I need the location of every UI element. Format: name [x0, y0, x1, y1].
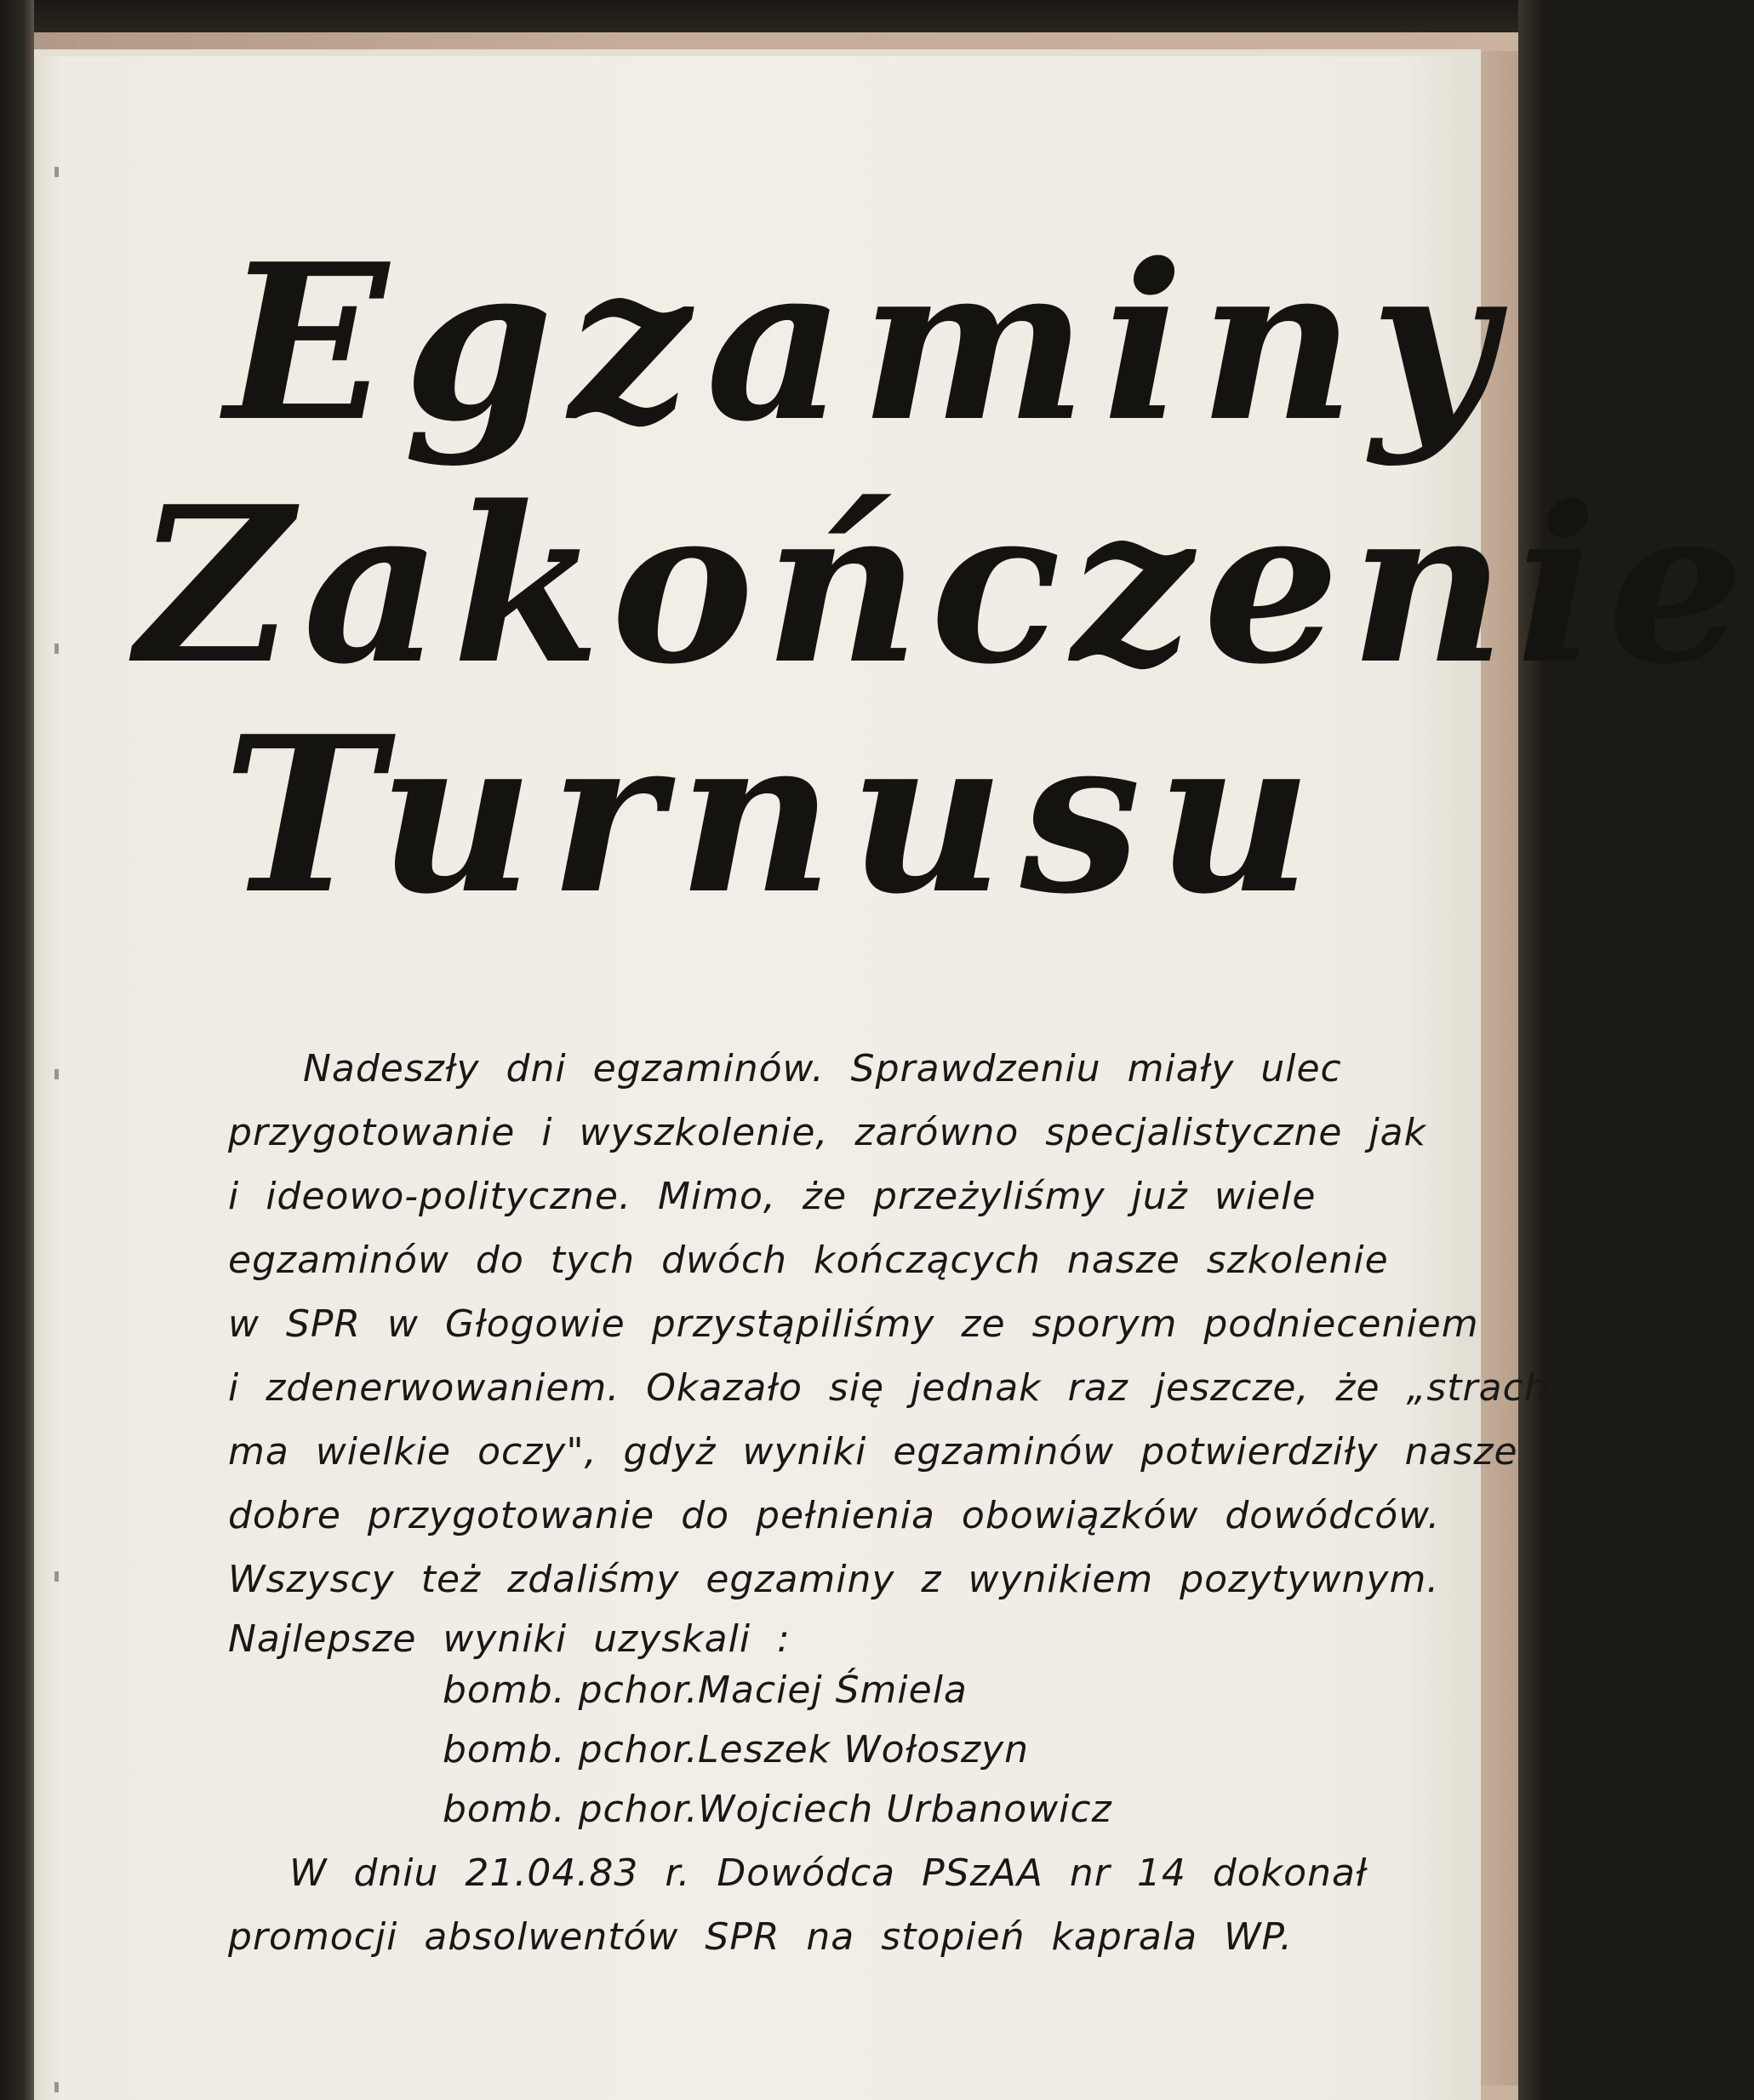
binding-stitch-mark — [54, 1069, 59, 1079]
closing-text-line-1: W dniu 21.04.83 r. Dowódca PSzAA nr 14 dokonał — [289, 1851, 1368, 1895]
body-text-line-4: egzaminów do tych dwóch kończących nasze szkolenie — [228, 1239, 1389, 1282]
binding-stitch-mark — [54, 644, 59, 654]
body-text-line-8: dobre przygotowanie do pełnienia obowiązków dowódców. — [228, 1494, 1441, 1537]
binding-stitch-mark — [54, 1571, 59, 1582]
body-text-line-3: i ideowo-polityczne. Mimo, że przeżyliśmy już wiele — [228, 1175, 1317, 1218]
page-title-line-1: Egzaminy — [225, 217, 1511, 469]
best-result-rank: bomb. pchor. — [443, 1668, 699, 1712]
body-text-line-1: Nadeszły dni egzaminów. Sprawdzeniu miały ulec — [303, 1047, 1342, 1090]
body-text-line-9: Wszyscy też zdaliśmy egzaminy z wynikiem pozytywnym. — [228, 1558, 1440, 1601]
body-text-line-2: przygotowanie i wyszkolenie, zarówno specjalistyczne jak — [228, 1111, 1427, 1154]
body-text-line-10: Najlepsze wyniki uzyskali : — [228, 1617, 791, 1661]
binding-stitch-mark — [54, 167, 59, 177]
best-result-row-1 — [443, 1668, 968, 1712]
best-result-name: Maciej Śmiela — [698, 1668, 968, 1712]
body-text-line-5: w SPR w Głogowie przystąpiliśmy ze sporym podnieceniem — [228, 1302, 1479, 1346]
binding-stitch-mark — [54, 2082, 59, 2092]
body-text-line-7: ma wielkie oczy", gdyż wyniki egzaminów potwierdziły nasze — [228, 1430, 1518, 1473]
best-result-rank: bomb. pchor. — [443, 1728, 699, 1771]
book-cover-top — [0, 0, 1545, 34]
page-title-line-3: Turnusu — [223, 690, 1328, 941]
book-cover-left — [0, 0, 34, 2100]
best-result-row-2 — [443, 1728, 1029, 1771]
book-cover-right — [1518, 0, 1545, 2100]
body-text-line-6: i zdenerwowaniem. Okazało się jednak raz jeszcze, że „strach — [228, 1366, 1549, 1410]
best-result-row-3 — [443, 1788, 1112, 1831]
best-result-rank: bomb. pchor. — [443, 1788, 699, 1831]
best-result-name: Leszek Wołoszyn — [698, 1728, 1030, 1771]
best-result-name: Wojciech Urbanowicz — [698, 1788, 1112, 1831]
page-title-line-2: Zakończenie — [136, 460, 1754, 712]
closing-text-line-2: promocji absolwentów SPR na stopień kaprala WP. — [228, 1915, 1294, 1959]
